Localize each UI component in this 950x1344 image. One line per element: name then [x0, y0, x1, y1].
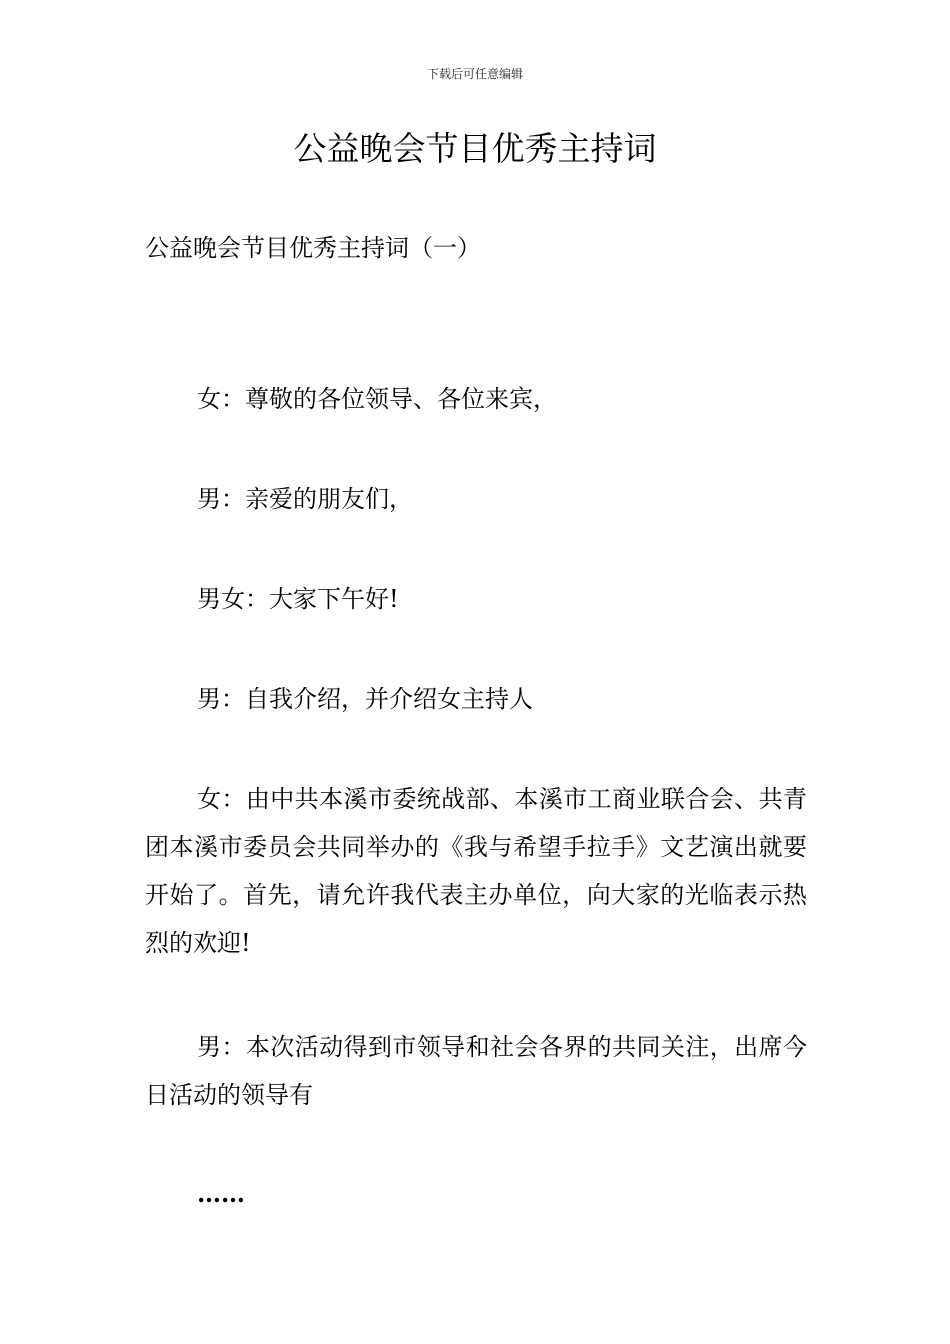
dialogue-paragraph: 男女：大家下午好! [197, 585, 399, 613]
dialogue-paragraph: 女：尊敬的各位领导、各位来宾， [197, 385, 557, 413]
dialogue-paragraph: 男：本次活动得到市领导和社会各界的共同关注，出席今日活动的领导有 [145, 1033, 807, 1109]
dialogue-paragraph: 女：由中共本溪市委统战部、本溪市工商业联合会、共青团本溪市委员会共同举办的《我与希望手拉手》文艺演出就要开始了。首先，请允许我代表主办单位，向大家的光临表示热烈的欢迎! [145, 785, 807, 957]
header-note: 下载后可任意编辑 [426, 67, 523, 81]
section-subtitle: 公益晚会节目优秀主持词（一） [145, 234, 481, 262]
dialogue-paragraph: 男：自我介绍，并介绍女主持人 [197, 685, 533, 713]
ellipsis-paragraph: …… [197, 1179, 245, 1208]
dialogue-paragraph: 男：亲爱的朋友们， [197, 485, 413, 513]
document-title: 公益晚会节目优秀主持词 [293, 129, 657, 168]
